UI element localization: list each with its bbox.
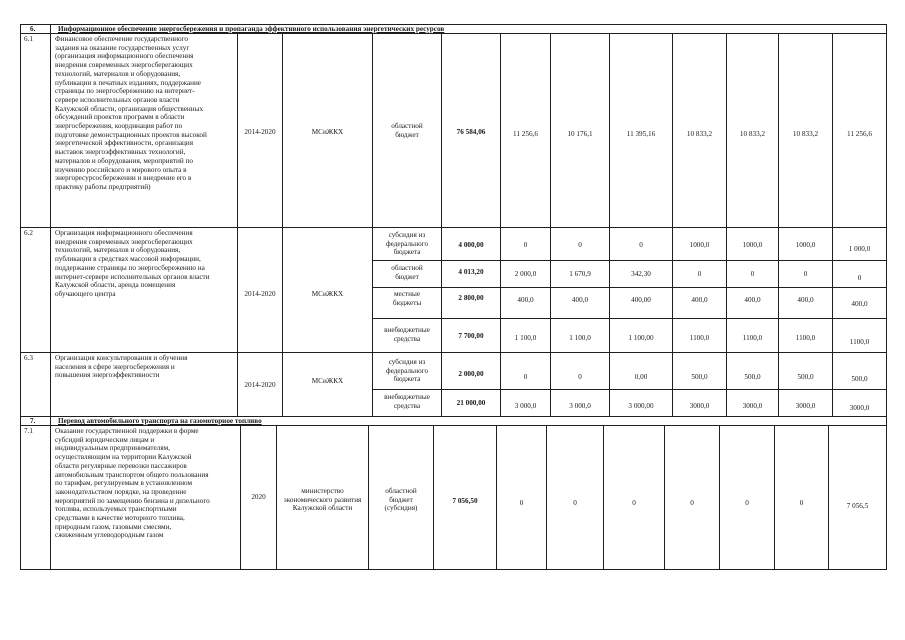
col-line-9: [672, 33, 673, 416]
year-cell: 10 833,2: [686, 130, 713, 138]
year-cell: 0: [799, 499, 804, 507]
total-cell: 4 000,00: [458, 241, 484, 249]
year-cell: 1 100,0: [514, 334, 537, 342]
executor-cell: МСиЖКХ: [311, 290, 344, 298]
row-number: 6.1: [24, 35, 33, 43]
year-cell: 0: [519, 499, 524, 507]
source-cell: областной бюджет (субсидия): [384, 487, 418, 513]
year-cell: 1100,0: [849, 338, 870, 346]
total-cell: 2 800,00: [458, 294, 484, 302]
row-description: Оказание государственной поддержки в форме субсидий юридическим лицам и индивидуальным предпринимателям, осуществляющим на территории Калужской области регулярные перевозки пассажиров автомобильным транспортом общего пользования по тарифам, регулируемым в установленном законодательством порядке, на проведение мероприятий по замещению бензина и дизельного топлива, используемых транспортными средствами в качестве моторного топлива, природным газом, газовыми смесями, сжиженным углеводородным газом: [55, 427, 210, 540]
year-cell: 10 833,2: [739, 130, 766, 138]
year-cell: 400,0: [851, 300, 868, 308]
col-line-10b: [719, 425, 720, 570]
year-cell: 0: [578, 373, 582, 381]
year-cell: 0: [639, 241, 643, 249]
rule-r61-bottom: [20, 227, 887, 228]
row-number: 6.3: [24, 354, 33, 362]
year-cell: 3000,0: [689, 402, 710, 410]
year-cell: 3 000,0: [514, 402, 537, 410]
col-line-3: [282, 33, 283, 416]
year-cell: 3 000,00: [628, 402, 654, 410]
col-line-9b: [664, 425, 665, 570]
col-line-8b: [603, 425, 604, 570]
year-cell: 1 100,00: [628, 334, 654, 342]
col-line-8: [609, 33, 610, 416]
total-cell: 76 584,06: [456, 128, 486, 136]
year-cell: 3000,0: [849, 404, 870, 412]
year-cell: 11 256,6: [513, 130, 538, 138]
row-description: Организация информационного обеспечения внедрения современных энергосберегающих технологий, материалов и оборудования, публикации в средствах массовой информации, поддержание страницы по энергосбережению на интернет-сервере исполнительных органов власти Калужской области, аренда помещения обучающего центра: [55, 229, 210, 298]
year-cell: 3000,0: [795, 402, 816, 410]
col-line-7: [550, 33, 551, 416]
section-number: 6.: [30, 25, 36, 33]
year-cell: 0: [523, 241, 528, 249]
year-cell: 1000,0: [742, 241, 763, 249]
year-cell: 400,0: [691, 296, 708, 304]
year-cell: 1 100,0: [569, 334, 591, 342]
col-line-5: [441, 33, 442, 416]
source-cell: областной бюджет: [391, 264, 423, 281]
year-cell: 0: [523, 373, 528, 381]
executor-cell: МСиЖКХ: [311, 377, 344, 385]
row-description: Финансовое обеспечение государственного задания на оказание государственных услуг (организация информационного обеспечения внедрения современных энергосберегающих технологий, материалов и оборудования, публикации в печатных изданиях, поддержание страницы по энергосбережению на интернет- сервере исполнительных органов власти Калужской области, организация общественных обсуждений проектов программ в области энергосбережения, координация работ по подготовке демонстрационных проектов высокой энергетической эффективности, организация выставок энергоэффективных технологий, материалов и оборудования, мероприятий по изучению российского и мирового опыта в энергоресурсосбережении и внедрение его в практику работы предприятий): [55, 35, 207, 191]
col-line-6: [500, 33, 501, 416]
year-cell: 400,0: [744, 296, 761, 304]
section-title: Информационное обеспечение энергосбережения и пропаганда эффективного использования энергетических ресурсов: [58, 25, 445, 33]
year-cell: 1 670,9: [569, 270, 591, 278]
year-cell: 1100,0: [742, 334, 763, 342]
year-cell: 3000,0: [742, 402, 763, 410]
source-cell: областной бюджет: [391, 122, 423, 139]
year-cell: 500,0: [797, 373, 814, 381]
rule-r62-sub3: [372, 318, 887, 319]
year-cell: 0: [578, 241, 582, 249]
year-cell: 0: [632, 499, 636, 507]
year-cell: 342,30: [631, 270, 651, 278]
year-cell: 400,0: [571, 296, 589, 304]
source-cell: субсидия из федерального бюджета: [385, 358, 429, 384]
source-cell: внебюджетные средства: [384, 326, 430, 343]
period-cell: 2014-2020: [244, 381, 276, 389]
year-cell: 500,0: [744, 373, 761, 381]
year-cell: 500,0: [851, 375, 868, 383]
year-cell: 1100,0: [795, 334, 816, 342]
year-cell: 10 833,2: [792, 130, 819, 138]
year-cell: 11 256,6: [847, 130, 872, 138]
year-cell: 0: [697, 270, 702, 278]
col-line-6b: [496, 425, 497, 570]
year-cell: 0: [857, 274, 862, 282]
row-number: 6.2: [24, 229, 33, 237]
executor-cell: МСиЖКХ: [311, 128, 344, 136]
year-cell: 400,0: [517, 296, 534, 304]
year-cell: 2 000,0: [514, 270, 537, 278]
rule-r62-sub1: [372, 260, 887, 261]
year-cell: 10 176,1: [567, 130, 593, 138]
rule-r63-sub1: [372, 389, 887, 390]
source-cell: внебюджетные средства: [384, 393, 430, 410]
source-cell: местные бюджеты: [392, 290, 422, 307]
rule-bottom: [20, 569, 887, 570]
col-line-0: [20, 24, 21, 570]
year-cell: 0: [690, 499, 694, 507]
period-cell: 2014-2020: [244, 128, 276, 136]
year-cell: 7 056,5: [846, 502, 869, 510]
source-cell: субсидия из федерального бюджета: [385, 231, 429, 257]
col-line-13: [886, 24, 887, 570]
year-cell: 0: [573, 499, 577, 507]
year-cell: 0: [750, 270, 755, 278]
executor-cell: министерство экономического развития Калужской области: [283, 487, 362, 513]
total-cell: 4 013,20: [458, 268, 484, 276]
col-line-11: [778, 33, 779, 416]
col-line-2: [237, 33, 238, 416]
col-line-12: [832, 33, 833, 416]
year-cell: 500,0: [691, 373, 708, 381]
period-cell: 2014-2020: [244, 290, 276, 298]
total-cell: 7 700,00: [458, 332, 484, 340]
col-line-10: [726, 33, 727, 416]
year-cell: 11 395,16: [626, 130, 656, 138]
year-cell: 0,00: [634, 373, 648, 381]
year-cell: 1000,0: [689, 241, 710, 249]
total-cell: 2 000,00: [458, 370, 484, 378]
col-line-7b: [546, 425, 547, 570]
row-description: Организация консультирования и обучения населения в сфере энергосбережения и повышения энергоэффективности: [55, 354, 188, 380]
section-title: Перевод автомобильного транспорта на газомоторное топливо: [58, 417, 262, 425]
year-cell: 3 000,0: [569, 402, 591, 410]
total-cell: 7 056,50: [452, 497, 478, 505]
year-cell: 0: [803, 270, 808, 278]
col-line-11b: [774, 425, 775, 570]
col-line-1: [50, 24, 51, 570]
year-cell: 400,0: [797, 296, 814, 304]
rule-r62-sub2: [372, 287, 887, 288]
year-cell: 0: [745, 499, 749, 507]
year-cell: 1 000,0: [848, 245, 871, 253]
year-cell: 1100,0: [689, 334, 710, 342]
row-number: 7.1: [24, 427, 33, 435]
rule-r62-bottom: [20, 352, 887, 353]
year-cell: 1000,0: [795, 241, 816, 249]
year-cell: 400,00: [631, 296, 651, 304]
total-cell: 21 000,00: [456, 399, 486, 407]
section-number: 7.: [30, 417, 36, 425]
period-cell: 2020: [251, 493, 266, 501]
col-line-12b: [828, 425, 829, 570]
